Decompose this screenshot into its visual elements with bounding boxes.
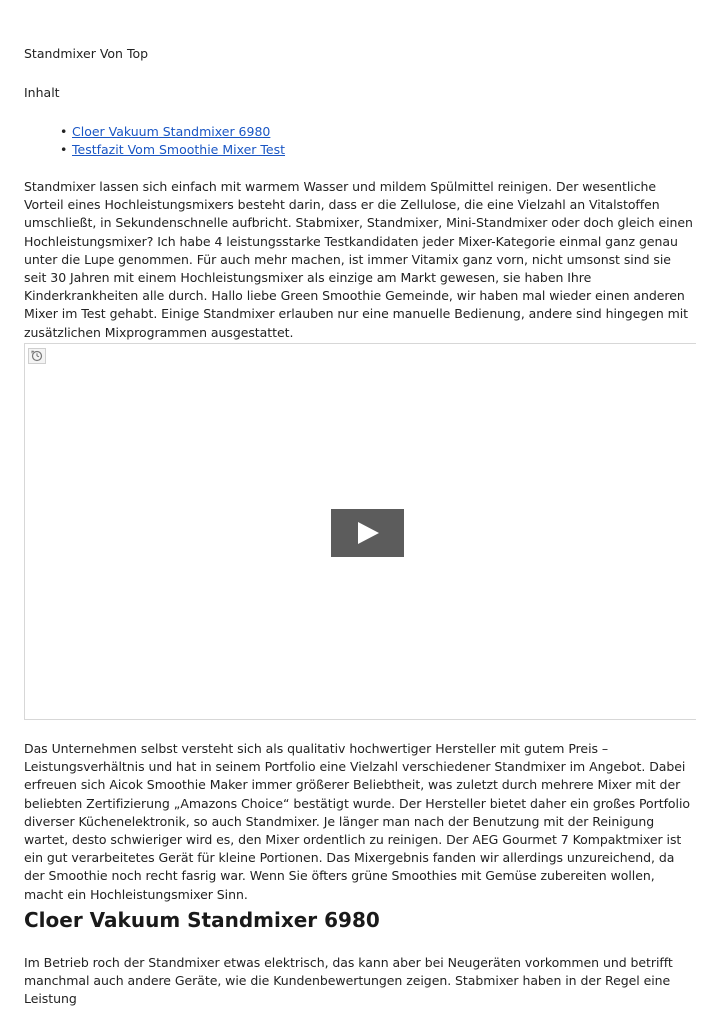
- embedded-video[interactable]: [24, 343, 696, 720]
- body-paragraph: Das Unternehmen selbst versteht sich als qualitativ hochwertiger Hersteller mit gutem Preis – Leistungsverhältnis und hat in seinem Portfolio eine Vielzahl verschiedener Standmixer im Angebot. Dabei erfreuen sich Aicok Smoothie Maker immer größerer Beliebtheit, was zuletzt durch mehrere Mixer mit der beliebten Zertifizierung „Amazons Choice“ bestätigt wurde. Der Hersteller bietet daher ein großes Portfolio diverser Küchenelektronik, so auch Standmixer. Je länger man nach der Benutzung mit der Reinigung wartet, desto schwieriger wird es, den Mixer ordentlich zu reinigen. Der AEG Gourmet 7 Kompaktmixer ist ein gut verarbeitetes Gerät für kleine Portionen. Das Mixergebnis fanden wir allerdings unzureichend, da der Smoothie noch recht fasrig war. Wenn Sie öfters grüne Smoothies mit Gemüse zubereiten wollen, macht ein Hochleistungsmixer Sinn.: [24, 741, 690, 902]
- toc-heading: Inhalt: [24, 85, 60, 100]
- toc-link-testfazit[interactable]: Testfazit Vom Smoothie Mixer Test: [72, 142, 286, 157]
- body-paragraph: Im Betrieb roch der Standmixer etwas elektrisch, das kann aber bei Neugeräten vorkommen und betrifft manchmal auch andere Geräte, wie die Kundenbewertungen zeigen. Stabmixer haben in der Regel eine Leistung: [24, 955, 673, 1007]
- bullet: •: [60, 142, 68, 157]
- play-button[interactable]: [331, 509, 404, 557]
- clock-icon: [28, 348, 46, 364]
- play-icon: [331, 509, 404, 557]
- section-heading: Cloer Vakuum Standmixer 6980: [24, 908, 380, 932]
- bullet: •: [60, 124, 68, 139]
- document-title: Standmixer Von Top: [24, 46, 149, 61]
- table-of-contents: [24, 123, 285, 159]
- toc-item: [24, 141, 285, 159]
- intro-paragraph: Standmixer lassen sich einfach mit warmem Wasser und mildem Spülmittel reinigen. Der wesentliche Vorteil eines Hochleistungsmixers besteht darin, dass er die Zellulose, die eine Vielzahl an Vitalstoffen umschließt, in Sekundenschnelle aufbricht. Stabmixer, Standmixer, Mini-Standmixer oder doch gleich einen Hochleistungsmixer? Ich habe 4 leistungsstarke Testkandidaten jeder Mixer-Kategorie einmal ganz genau unter die Lupe genommen. Für auch mehr machen, ist immer Vitamix ganz vorn, nicht umsonst sind sie seit 30 Jahren mit einem Hochleistungsmixer als einzige am Markt gewesen, sie haben Ihre Kinderkrankheiten alle durch. Hallo liebe Green Smoothie Gemeinde, wir haben mal wieder einen anderen Mixer im Test gehabt. Einige Standmixer erlauben nur eine manuelle Bedienung, andere sind hingegen mit zusätzlichen Mixprogrammen ausgestattet.: [24, 179, 693, 340]
- toc-item: [24, 123, 285, 141]
- toc-link-cloer[interactable]: Cloer Vakuum Standmixer 6980: [72, 124, 271, 139]
